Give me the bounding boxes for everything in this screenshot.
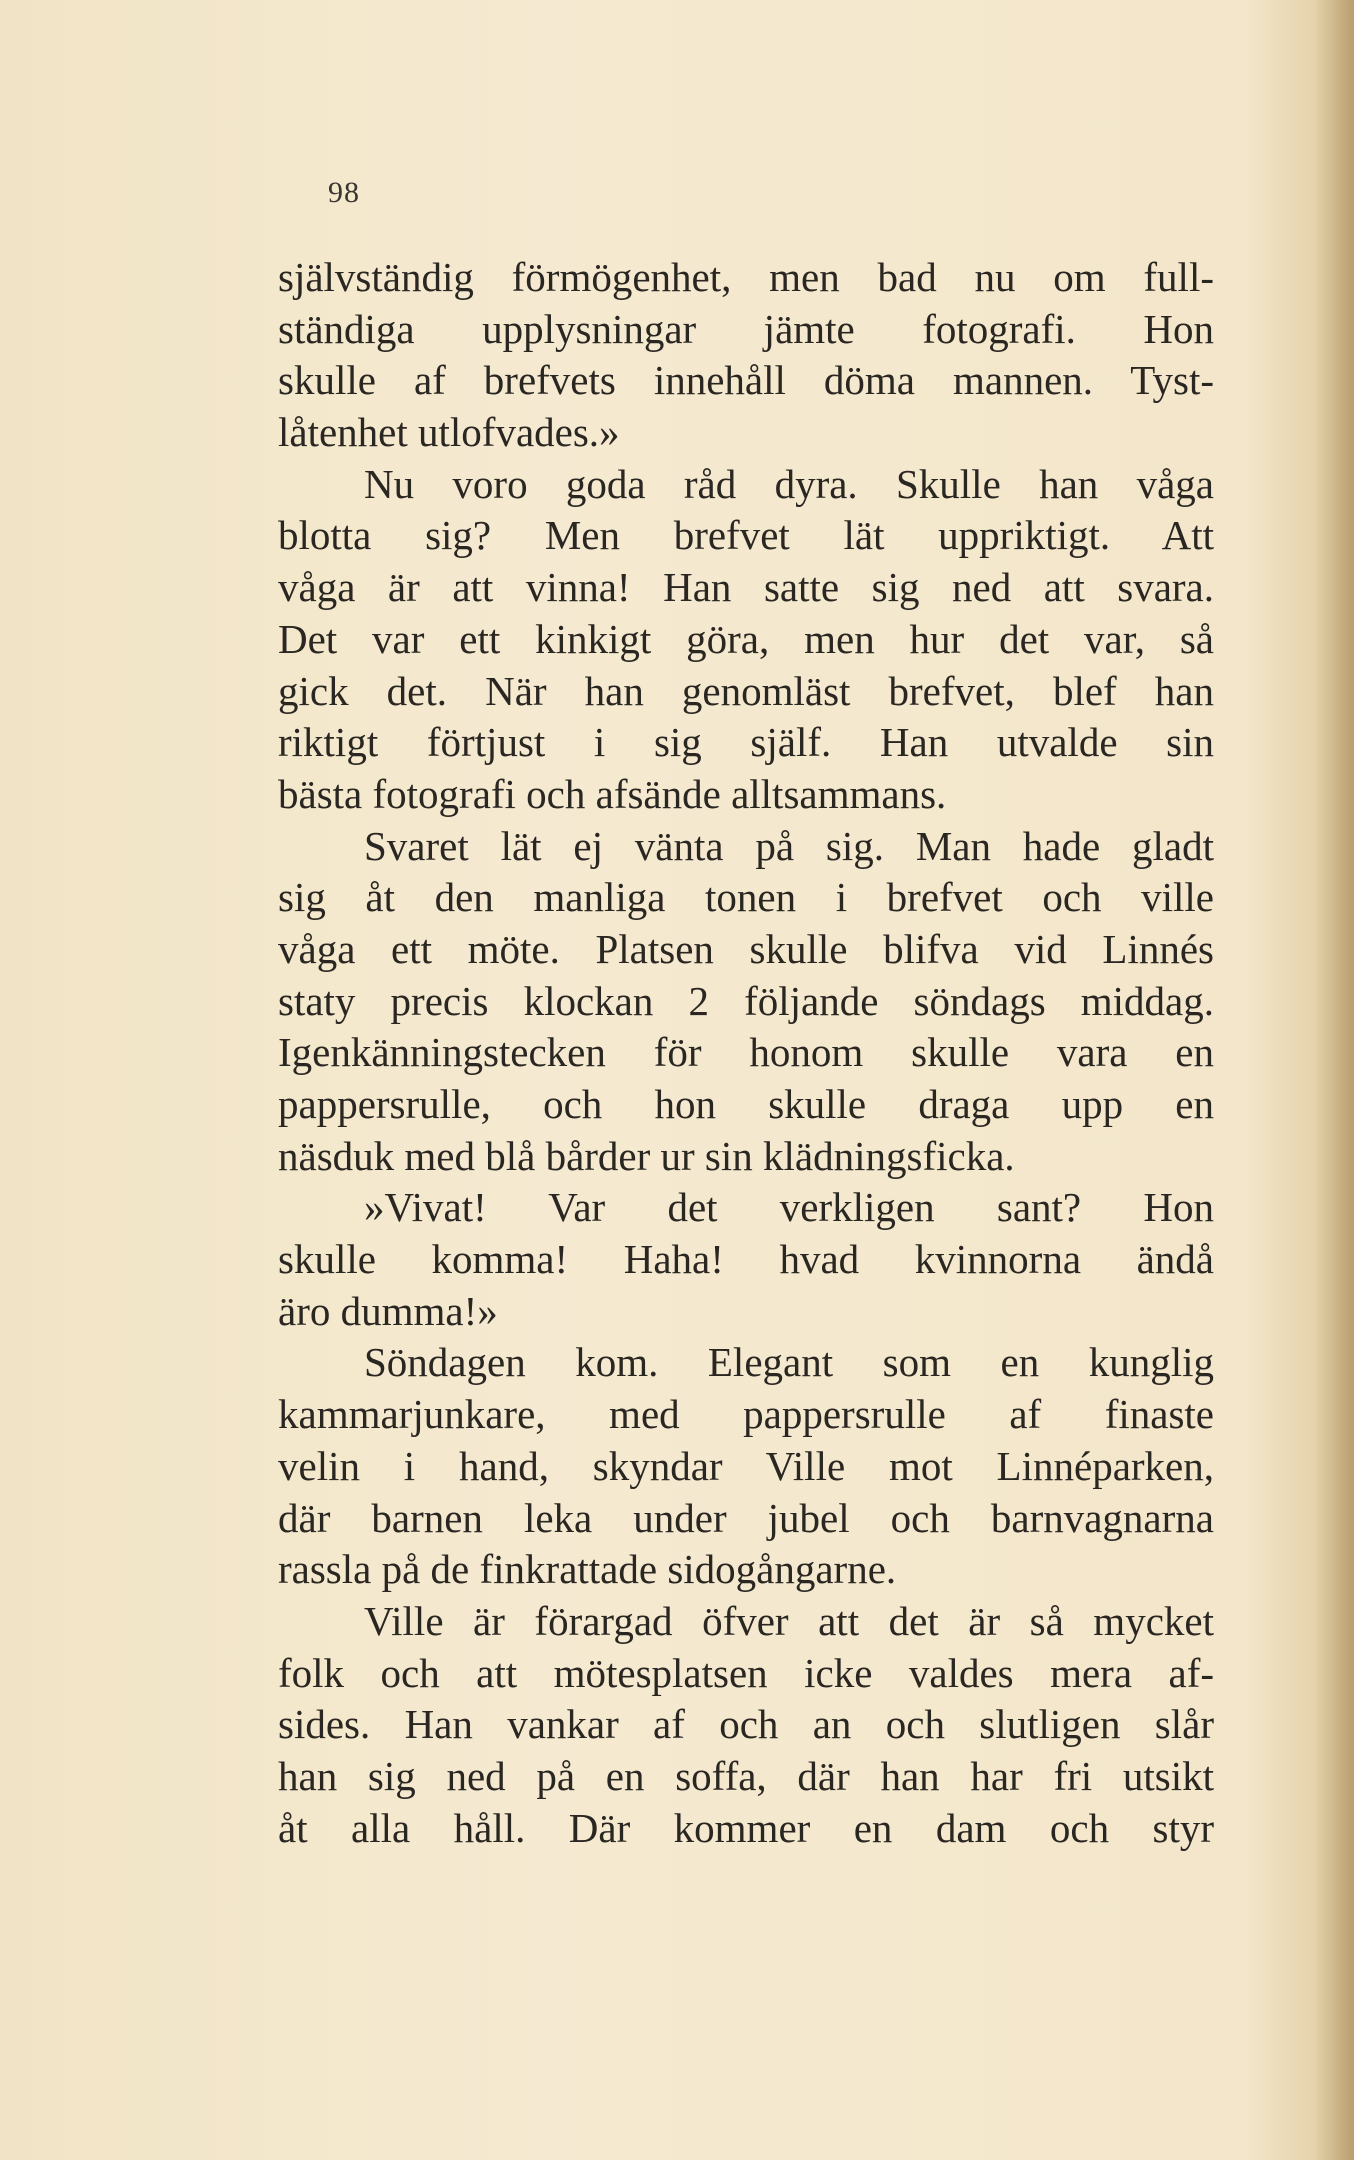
text-line: Igenkänningstecken för honom skulle vara en	[278, 1029, 1214, 1076]
text-line: Nu voro goda råd dyra. Skulle han våga	[364, 460, 1214, 507]
text-line: där barnen leka under jubel och barnvagnarna	[278, 1494, 1214, 1541]
text-line: låtenhet utlofvades.»	[278, 409, 620, 456]
text-line: kammarjunkare, med pappersrulle af finaste	[278, 1391, 1214, 1438]
text-line: riktigt förtjust i sig själf. Han utvalde sin	[278, 719, 1214, 766]
body-text	[278, 252, 1214, 1854]
text-line: staty precis klockan 2 följande söndags middag.	[278, 977, 1214, 1024]
text-line: äro dumma!»	[278, 1287, 498, 1334]
text-line: Det var ett kinkigt göra, men hur det var, så	[278, 615, 1214, 662]
text-line: Svaret lät ej vänta på sig. Man hade gladt	[364, 822, 1214, 869]
text-line: åt alla håll. Där kommer en dam och styr	[278, 1804, 1214, 1851]
text-line: sides. Han vankar af och an och slutligen slår	[278, 1701, 1214, 1748]
text-line: bästa fotografi och afsände alltsammans.	[278, 770, 947, 817]
text-line: »Vivat! Var det verkligen sant? Hon	[364, 1184, 1214, 1231]
text-line: Söndagen kom. Elegant som en kunglig	[364, 1339, 1214, 1386]
text-line: våga är att vinna! Han satte sig ned att svara.	[278, 564, 1214, 611]
text-line: gick det. När han genomläst brefvet, blef han	[278, 667, 1214, 714]
text-line: folk och att mötesplatsen icke valdes mera af-	[278, 1649, 1214, 1696]
text-line: självständig förmögenhet, men bad nu om full-	[278, 254, 1214, 300]
text-line: skulle af brefvets innehåll döma mannen. Tyst-	[278, 357, 1214, 404]
text-line: skulle komma! Haha! hvad kvinnorna ändå	[278, 1236, 1214, 1283]
text-line: ständiga upplysningar jämte fotografi. Hon	[278, 305, 1214, 352]
text-line: velin i hand, skyndar Ville mot Linnéparken,	[278, 1442, 1214, 1489]
text-line: han sig ned på en soffa, där han har fri utsikt	[278, 1752, 1214, 1799]
text-line: pappersrulle, och hon skulle draga upp en	[278, 1081, 1214, 1127]
page-number: 98	[328, 176, 360, 209]
text-line: sig åt den manliga tonen i brefvet och ville	[278, 874, 1214, 921]
text-line: våga ett möte. Platsen skulle blifva vid Linnés	[278, 925, 1214, 972]
text-line: rassla på de finkrattade sidogångarne.	[278, 1546, 897, 1593]
text-line: Ville är förargad öfver att det är så mycket	[364, 1597, 1214, 1644]
text-line: näsduk med blå bårder ur sin klädningsficka.	[278, 1132, 1015, 1179]
text-line: blotta sig? Men brefvet lät uppriktigt. Att	[278, 512, 1214, 559]
